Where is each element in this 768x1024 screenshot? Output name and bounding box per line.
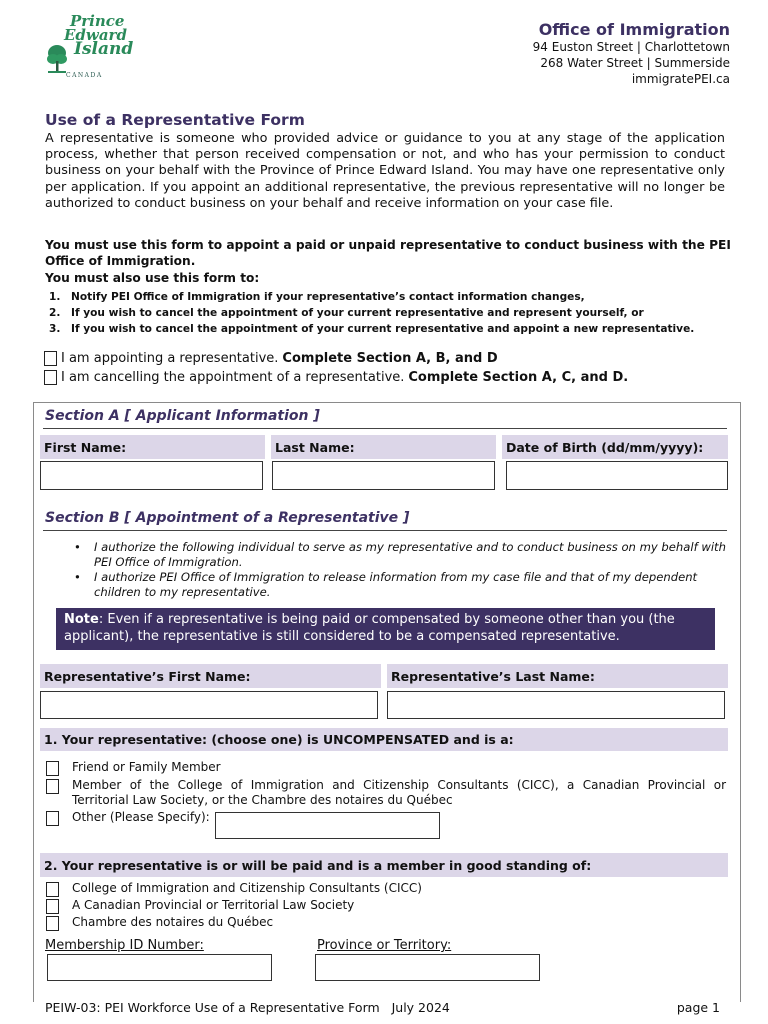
appointing-option <box>44 351 498 366</box>
note-label: Note <box>64 612 99 627</box>
pei-logo <box>44 14 136 84</box>
reason-item: 2. If you wish to cancel the appointment of your current representative and represent yourself, or <box>49 307 644 319</box>
authorization-bullets <box>92 540 728 600</box>
cicc-label: College of Immigration and Citizenship Consultants (CICC) <box>72 881 422 895</box>
friend-family-checkbox[interactable] <box>46 761 59 776</box>
footer-form-id: PEIW-03: PEI Workforce Use of a Representative Form July 2024 <box>45 1000 450 1015</box>
authorization-bullet: • I authorize PEI Office of Immigration to release information from my case file and that of my dependent children to my representative. <box>92 570 728 600</box>
office-title: Office of Immigration <box>538 20 730 39</box>
must-use-statement: You must use this form to appoint a paid or unpaid representative to conduct business with the PEI Office of Immigration. <box>45 238 731 268</box>
reason-item: 3. If you wish to cancel the appointment of your current representative and appoint a new representative. <box>49 323 695 335</box>
section-b-title: Section B [ Appointment of a Representative ] <box>45 510 410 526</box>
note-text: : Even if a representative is being paid or compensated by someone other than you (the applicant), the representative is still considered to be a compensated representative. <box>64 612 675 644</box>
last-name-label: Last Name: <box>271 435 496 459</box>
appointing-checkbox[interactable] <box>44 351 57 366</box>
office-address-2: 268 Water Street | Summerside <box>540 56 730 70</box>
member-checkbox[interactable] <box>46 779 59 794</box>
cancelling-option <box>44 370 628 385</box>
logo-wordmark: Prince Edward Island <box>64 12 134 59</box>
section-a-rule <box>43 428 727 429</box>
province-label: Province or Territory: <box>317 938 452 953</box>
law-society-checkbox[interactable] <box>46 899 59 914</box>
section-b-rule <box>43 530 727 531</box>
dob-input[interactable] <box>506 461 728 490</box>
uncompensated-question: 1. Your representative: (choose one) is UNCOMPENSATED and is a: <box>40 728 728 751</box>
other-label: Other (Please Specify): <box>72 810 210 824</box>
intro-paragraph: A representative is someone who provided advice or guidance to you at any stage of the application process, whether that person received compensation or not, and who has your permission to conduct business on your behalf with the Province of Prince Edward Island. You may have one representative only per application. If you appoint an additional representative, the previous representative will no longer be authorized to conduct business on your behalf and receive information on your case file. <box>45 131 725 211</box>
first-name-label: First Name: <box>40 435 265 459</box>
appointing-instruction: Complete Section A, B, and D <box>282 351 498 366</box>
appointing-label: I am appointing a representative. <box>61 351 279 366</box>
office-address-1: 94 Euston Street | Charlottetown <box>532 40 730 54</box>
member-label: Member of the College of Immigration and Citizenship Consultants (CICC), a Canadian Provincial or Territorial Law Society, or the Chambre des notaires du Québec <box>72 778 726 807</box>
reason-item: 1. Notify PEI Office of Immigration if your representative’s contact information changes, <box>49 291 585 303</box>
compensated-question: 2. Your representative is or will be paid and is a member in good standing of: <box>40 853 728 877</box>
membership-id-label: Membership ID Number: <box>45 938 204 953</box>
uncompensated-option-member <box>46 778 726 808</box>
rep-first-name-label: Representative’s First Name: <box>40 664 381 688</box>
last-name-input[interactable] <box>272 461 495 490</box>
also-use-heading: You must also use this form to: <box>45 271 260 285</box>
friend-family-label: Friend or Family Member <box>72 760 221 774</box>
dob-label: Date of Birth (dd/mm/yyyy): <box>502 435 728 459</box>
uncompensated-option-other <box>46 810 210 826</box>
cancelling-label: I am cancelling the appointment of a representative. <box>61 370 405 385</box>
uncompensated-option-friend <box>46 760 221 776</box>
office-header <box>533 20 730 87</box>
other-checkbox[interactable] <box>46 811 59 826</box>
compensated-option-law-society <box>46 898 354 914</box>
rep-first-name-input[interactable] <box>40 691 378 719</box>
first-name-input[interactable] <box>40 461 263 490</box>
footer-page-number: page 1 <box>676 1000 720 1015</box>
authorization-bullet: • I authorize the following individual to serve as my representative and to conduct business on my behalf with PEI Office of Immigration. <box>92 540 728 570</box>
logo-country: CANADA <box>66 72 103 79</box>
compensated-option-notaires <box>46 915 273 931</box>
law-society-label: A Canadian Provincial or Territorial Law Society <box>72 898 355 912</box>
reasons-list <box>49 289 694 337</box>
cancelling-instruction: Complete Section A, C, and D. <box>408 370 629 385</box>
compensated-option-cicc <box>46 881 422 897</box>
cicc-checkbox[interactable] <box>46 882 59 897</box>
rep-last-name-input[interactable] <box>387 691 725 719</box>
notaires-checkbox[interactable] <box>46 916 59 931</box>
province-input[interactable] <box>315 954 540 981</box>
office-website: immigratePEI.ca <box>631 72 730 86</box>
notaires-label: Chambre des notaires du Québec <box>72 915 274 929</box>
section-a-title: Section A [ Applicant Information ] <box>45 408 320 424</box>
cancelling-checkbox[interactable] <box>44 370 57 385</box>
membership-id-input[interactable] <box>47 954 272 981</box>
rep-last-name-label: Representative’s Last Name: <box>387 664 728 688</box>
form-title: Use of a Representative Form <box>45 111 305 129</box>
other-specify-input[interactable] <box>215 812 440 839</box>
compensation-note <box>56 608 715 650</box>
